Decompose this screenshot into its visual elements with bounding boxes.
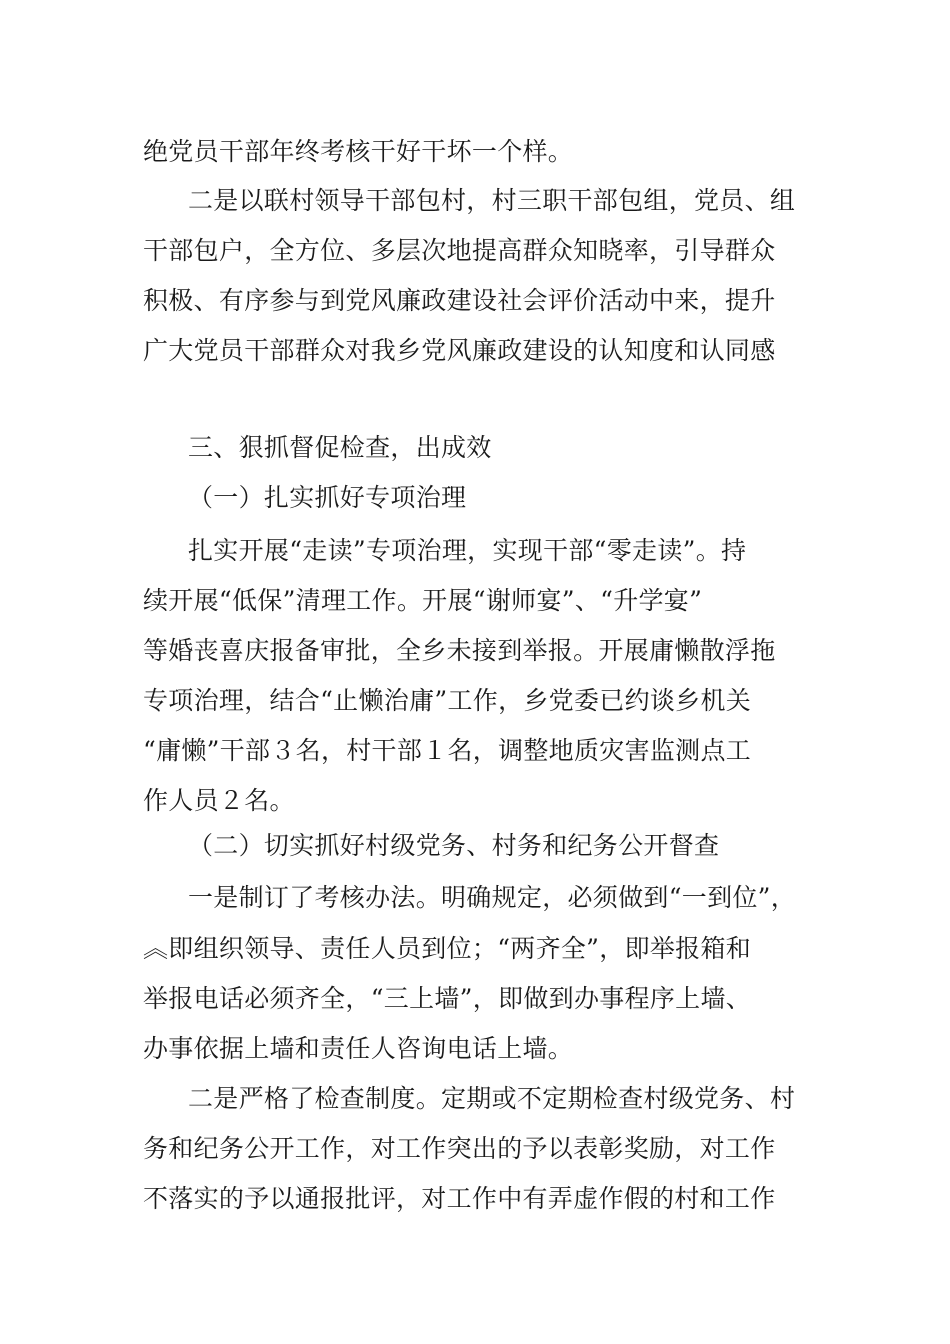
- paragraph-line: 不落实的予以通报批评，对工作中有弄虚作假的村和工作: [143, 1184, 776, 1213]
- paragraph-line: 举报电话必须齐全，“三上墙”，即做到办事程序上墙、: [143, 984, 752, 1013]
- paragraph-line: 专项治理，结合“止懒治庸”工作，乡党委已约谈乡机关: [143, 686, 752, 715]
- paragraph-line: 绝党员干部年终考核干好干坏一个样。: [143, 137, 574, 166]
- paragraph-line: 二是以联村领导干部包村，村三职干部包组，党员、组: [188, 186, 796, 215]
- paragraph-line: 续开展“低保”清理工作。开展“谢师宴”、“升学宴”: [143, 586, 703, 615]
- paragraph-line: ︽即组织领导、责任人员到位；“两齐全”，即举报箱和: [143, 934, 752, 963]
- paragraph-line: 办事依据上墙和责任人咨询电话上墙。: [143, 1034, 574, 1063]
- paragraph-line: 等婚丧喜庆报备审批，全乡未接到举报。开展庸懒散浮拖: [143, 636, 776, 665]
- paragraph-line: 积极、有序参与到党风廉政建设社会评价活动中来，提升: [143, 286, 776, 315]
- section-heading: 三、狠抓督促检查，出成效: [188, 433, 492, 462]
- subsection-heading: （二）切实抓好村级党务、村务和纪务公开督查: [188, 831, 720, 860]
- paragraph-line: 扎实开展“走读”专项治理，实现干部“零走读”。持: [188, 536, 747, 565]
- subsection-heading: （一）扎实抓好专项治理: [188, 483, 467, 512]
- paragraph-line: 务和纪务公开工作，对工作突出的予以表彰奖励，对工作: [143, 1134, 776, 1163]
- paragraph-line: 二是严格了检查制度。定期或不定期检查村级党务、村: [188, 1084, 796, 1113]
- paragraph-line: 一是制订了考核办法。明确规定，必须做到“一到位”，: [188, 883, 797, 912]
- paragraph-line: 干部包户，全方位、多层次地提高群众知晓率，引导群众: [143, 236, 776, 265]
- paragraph-line: “庸懒”干部３名，村干部１名，调整地质灾害监测点工: [143, 736, 752, 765]
- paragraph-line: 广大党员干部群众对我乡党风廉政建设的认知度和认同感: [143, 336, 776, 365]
- paragraph-line: 作人员２名。: [143, 786, 295, 815]
